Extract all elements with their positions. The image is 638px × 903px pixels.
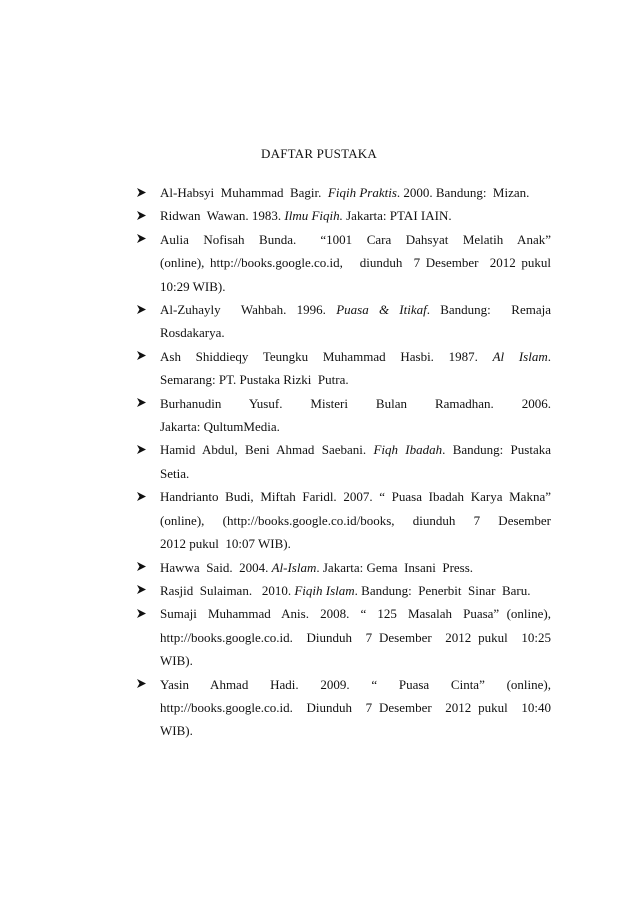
arrow-bullet-icon <box>136 298 150 321</box>
arrow-bullet-icon <box>136 181 150 204</box>
reference-segment: . Semarang: PT. Pustaka Rizki Putra. <box>160 348 558 388</box>
arrow-bullet-icon <box>136 392 150 415</box>
reference-segment: Hamid Abdul, Beni Ahmad Saebani. <box>160 442 374 458</box>
reference-text <box>160 583 531 598</box>
reference-text <box>160 302 558 340</box>
reference-item <box>136 438 555 485</box>
reference-title: Fiqih Islam <box>294 582 355 598</box>
reference-segment: . Jakarta: Gema Insani Press. <box>316 559 474 575</box>
reference-text <box>160 208 452 223</box>
reference-title: Fiqih Praktis <box>327 185 397 200</box>
arrow-bullet-icon <box>136 602 150 625</box>
reference-item <box>136 181 551 204</box>
arrow-bullet-icon <box>136 204 150 227</box>
arrow-bullet-icon <box>136 228 150 251</box>
reference-segment: . Bandung: Pustaka Setia. <box>160 442 555 481</box>
reference-text <box>160 232 558 294</box>
arrow-bullet-icon <box>136 673 150 696</box>
reference-segment: Ridwan Wawan. 1983. <box>160 208 285 224</box>
reference-title: Al-Islam <box>271 559 317 575</box>
reference-item <box>136 485 561 555</box>
reference-text <box>160 185 529 200</box>
reference-item <box>136 556 551 579</box>
reference-segment: Handrianto Budi, Miftah Faridl. 2007. “ Puasa Ibadah Karya Makna” (online), (http://books.google.co.id/books, diunduh 7 Desember 2012 pukul 10:07 WIB). <box>160 489 561 552</box>
reference-item <box>136 345 558 392</box>
reference-segment: . Bandung: Remaja Rosdakarya. <box>160 302 558 341</box>
reference-item <box>136 228 558 298</box>
reference-text <box>160 489 561 551</box>
reference-segment: Al-Habsyi Muhammad Bagir. <box>160 185 328 200</box>
reference-title: Ilmu Fiqih. <box>284 208 343 224</box>
reference-segment: Yasin Ahmad Hadi. 2009. “ Puasa Cinta” (online), http://books.google.co.id. Diunduh 7 Desember 2012 pukul 10:40 WIB). <box>160 676 558 739</box>
reference-segment: Rasjid Sulaiman. 2010. <box>160 582 295 598</box>
arrow-bullet-icon <box>136 556 150 579</box>
reference-segment: . 2000. Bandung: Mizan. <box>396 185 530 200</box>
arrow-bullet-icon <box>136 485 150 508</box>
reference-segment: Sumaji Muhammad Anis. 2008. “ 125 Masalah Puasa” (online), http://books.google.co.id. Diunduh 7 Desember 2012 pukul 10:25 WIB). <box>160 606 555 669</box>
arrow-bullet-icon <box>136 579 150 602</box>
reference-title: Fiqh Ibadah <box>373 442 443 458</box>
arrow-bullet-icon <box>136 438 150 461</box>
reference-segment: Burhanudin Yusuf. Misteri Bulan Ramadhan. 2006. Jakarta: QultumMedia. <box>160 395 571 435</box>
reference-text <box>160 442 554 480</box>
reference-title: Puasa & Itikaf <box>336 302 427 318</box>
reference-list <box>136 181 571 743</box>
reference-item <box>136 602 555 672</box>
reference-text <box>160 606 554 668</box>
reference-item <box>136 204 551 227</box>
reference-segment: . Bandung: Penerbit Sinar Baru. <box>354 582 531 598</box>
arrow-bullet-icon <box>136 345 150 368</box>
reference-text <box>160 349 557 387</box>
reference-item <box>136 298 558 345</box>
reference-segment: Jakarta: PTAI IAIN. <box>342 208 452 224</box>
reference-item <box>136 673 558 743</box>
reference-segment: Al-Zuhayly Wahbah. 1996. <box>160 302 337 318</box>
page-title: DAFTAR PUSTAKA <box>261 146 377 161</box>
reference-text <box>160 560 473 575</box>
reference-item <box>136 392 571 439</box>
reference-text <box>160 396 571 434</box>
reference-segment: Ash Shiddieqy Teungku Muhammad Hasbi. 1987. <box>160 348 493 364</box>
reference-segment: Hawwa Said. 2004. <box>160 559 272 575</box>
reference-item <box>136 579 551 602</box>
reference-text <box>160 677 558 739</box>
reference-title: Al Islam <box>492 348 548 364</box>
reference-segment: Aulia Nofisah Bunda. “1001 Cara Dahsyat Melatih Anak” (online), http://books.google.co.id, diunduh 7 Desember 2012 pukul 10:29 WIB). <box>160 231 558 294</box>
